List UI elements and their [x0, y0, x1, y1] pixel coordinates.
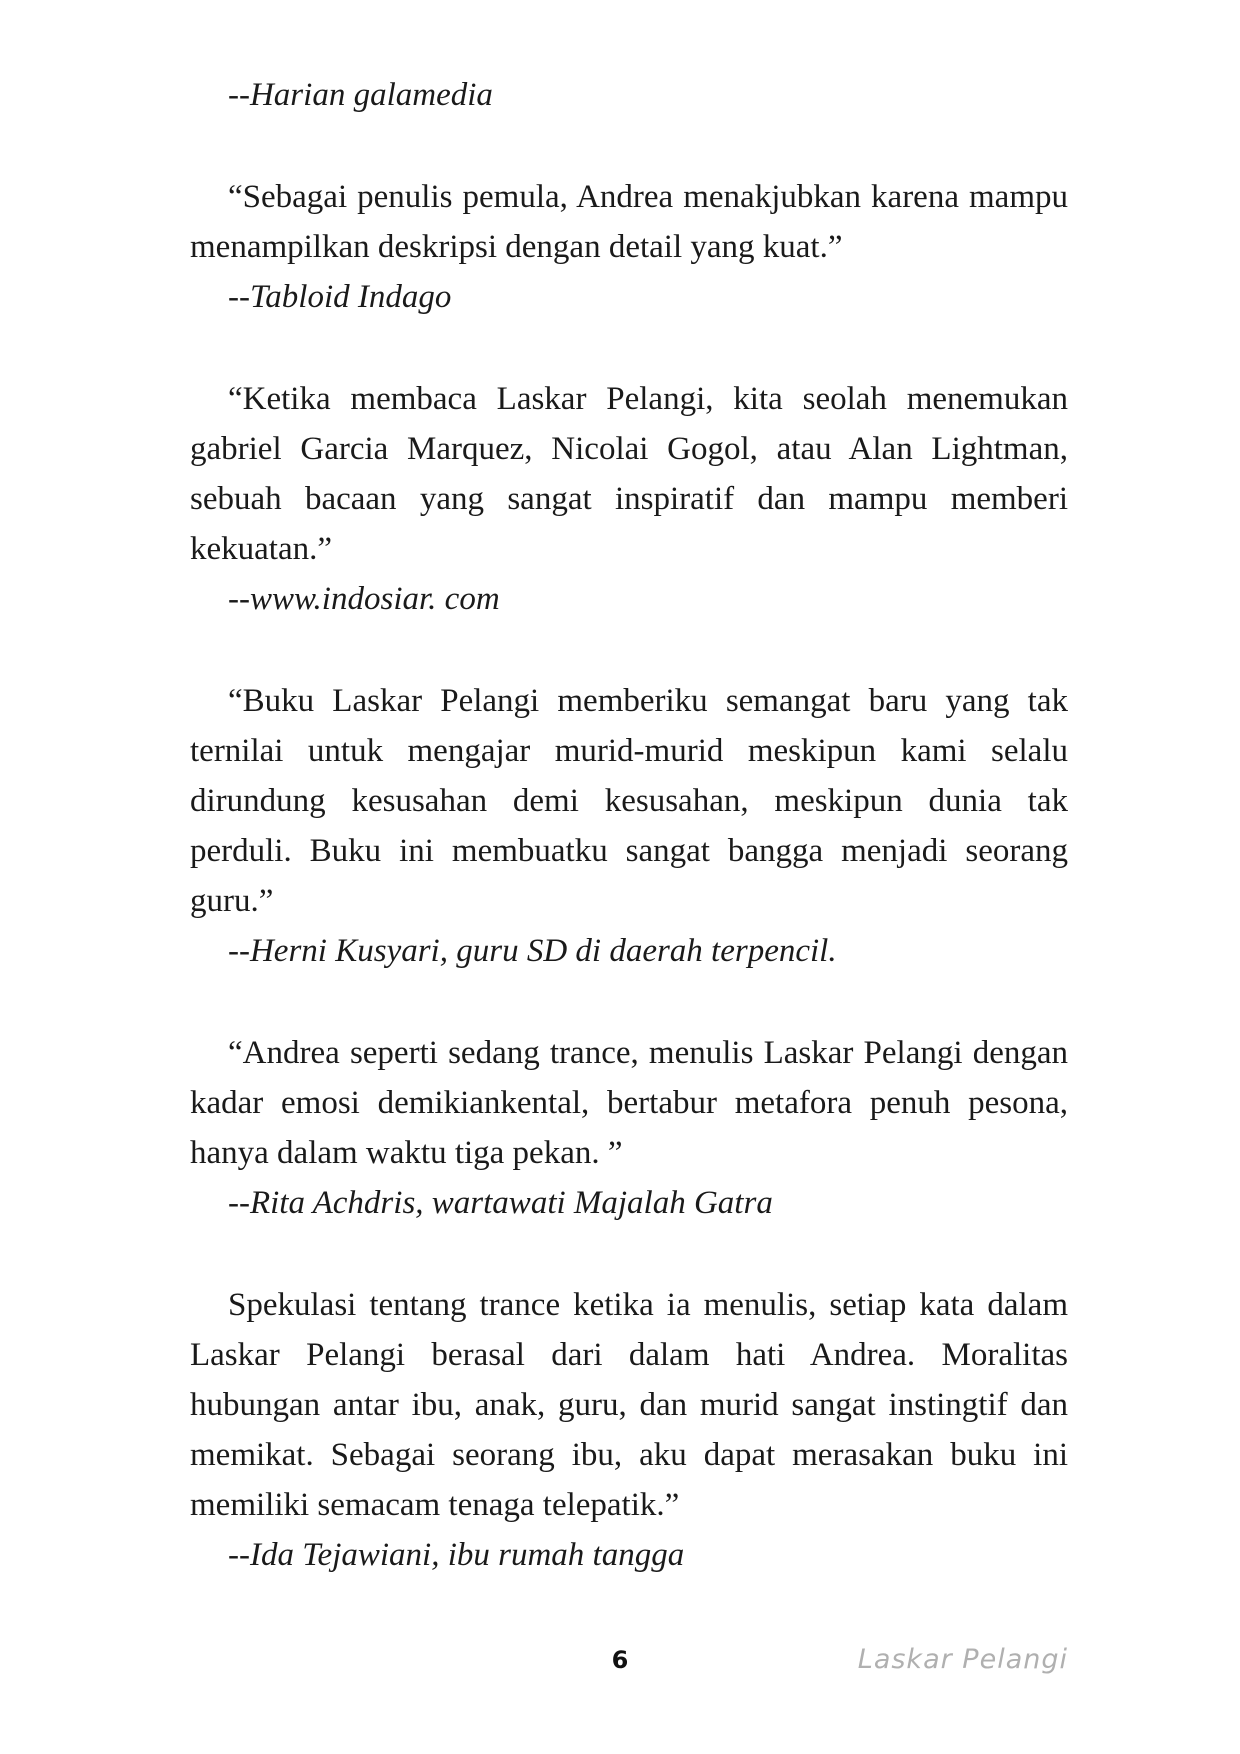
page-content — [190, 70, 1068, 1632]
testimonial-attribution: --Ida Tejawiani, ibu rumah tangga — [228, 1537, 685, 1573]
testimonial-quote: Spekulasi tentang trance ketika ia menulis, setiap kata dalam Laskar Pelangi berasal dari dalam hati Andrea. Moralitas hubungan antar ibu, anak, guru, dan murid sangat instingtif dan memikat. Sebagai seorang ibu, aku dapat merasakan buku ini memiliki semacam tenaga telepatik.” — [190, 1287, 1068, 1523]
testimonial-block — [190, 676, 1068, 976]
testimonial-quote: “Buku Laskar Pelangi memberiku semangat baru yang tak ternilai untuk mengajar murid-murid meskipun kami selalu dirundung kesusahan demi kesusahan, meskipun dunia tak perduli. Buku ini membuatku sangat bangga menjadi seorang guru.” — [190, 683, 1068, 919]
testimonial-attribution: --www.indosiar. com — [228, 581, 500, 617]
testimonial-quote: “Andrea seperti sedang trance, menulis Laskar Pelangi dengan kadar emosi demikiankental, bertabur metafora penuh pesona, hanya dalam waktu tiga pekan. ” — [190, 1035, 1068, 1171]
attribution-harian-galamedia: --Harian galamedia — [228, 77, 493, 113]
running-footer-book-title: Laskar Pelangi — [857, 1644, 1068, 1675]
testimonial-block — [190, 1028, 1068, 1228]
testimonial-attribution: --Tabloid Indago — [228, 279, 452, 315]
testimonial-quote: “Sebagai penulis pemula, Andrea menakjubkan karena mampu menampilkan deskripsi dengan detail yang kuat.” — [190, 179, 1068, 265]
testimonial-block — [190, 374, 1068, 624]
testimonial-attribution: --Herni Kusyari, guru SD di daerah terpencil. — [228, 933, 837, 969]
testimonial-block — [190, 172, 1068, 322]
page-number: 6 — [611, 1646, 629, 1674]
testimonial-block — [190, 1280, 1068, 1580]
testimonial-attribution: --Rita Achdris, wartawati Majalah Gatra — [228, 1185, 773, 1221]
testimonial-quote: “Ketika membaca Laskar Pelangi, kita seolah menemukan gabriel Garcia Marquez, Nicolai Gogol, atau Alan Lightman, sebuah bacaan yang sangat inspiratif dan mampu memberi kekuatan.” — [190, 381, 1068, 567]
